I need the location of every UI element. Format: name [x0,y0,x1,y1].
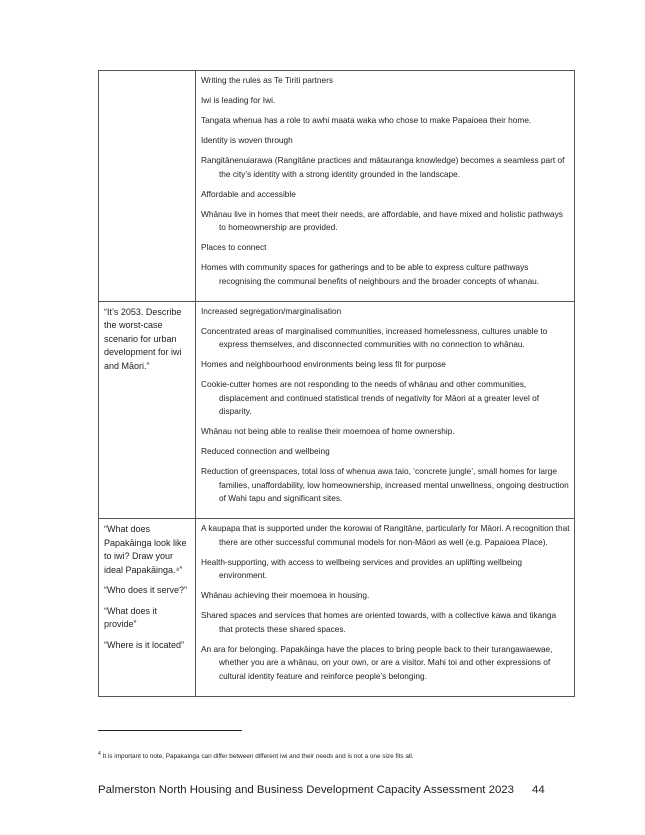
question-cell [99,519,196,697]
answer-cell [196,301,575,519]
answer-item: Affordable and accessible [201,188,296,199]
table-row [99,519,575,697]
table-row [99,301,575,519]
question-cell [99,301,196,519]
answer-item: Shared spaces and services that homes are oriented towards, with a collective kawa and tikanga that protects these shared spaces. [201,610,557,634]
answer-item: Rangitānenuiarawa (Rangitāne practices and mātauranga knowledge) becomes a seamless part of the city’s identity with a strong identity grounded in the landscape. [201,155,565,179]
answer-item: Places to connect [201,242,267,252]
answer-item: Whānau achieving their moemoea in housing. [201,590,370,600]
answer-item: A kaupapa that is supported under the korowai of Rangitāne, particularly for Māori. A recognition that there are other successful communal models for non-Māori as well (e.g. Papaioea Place). [201,523,570,547]
answer-item: Writing the rules as Te Tiriti partners [201,75,334,85]
footer-title: Palmerston North Housing and Business Development Capacity Assessment 2023 [98,784,514,796]
answer-item: Homes and neighbourhood environments being less fit for purpose [201,359,446,369]
table-row [99,71,575,302]
answer-item: Reduced connection and wellbeing [201,446,330,456]
answer-item: Concentrated areas of marginalised communities, increased homelessness, cultures unable to express themselves, and disconnected communities with no connection to whānau. [201,325,548,349]
answer-item: Whānau live in homes that meet their needs, are affordable, and have mixed and holistic pathways to homeownership are provided. [201,208,563,232]
urban-development-table [98,70,575,697]
answer-item: Cookie-cutter homes are not responding to the needs of whānau and other communities, displacement and continued statistical trends of negativity for Māori at a greater level of disparity. [201,379,540,416]
question-text: “Where is it located” [104,639,185,650]
answer-item: Tangata whenua has a role to awhi maata waka who chose to make Papaioea their home. [201,115,532,125]
question-text: “What does it provide” [104,605,158,629]
footnote-number: 4 [98,751,101,757]
question-text: “It’s 2053. Describe the worst-case scenario for urban development for iwi and Māori.” [104,306,182,371]
answer-cell [196,71,575,302]
table-body [99,71,575,697]
answer-item: Reduction of greenspaces, total loss of whenua awa taio, ‘concrete jungle’, small homes for large families, unaffordability, low homeownership, increased mental unwellness, ongoing destruction of Wahi tapu and significant sites. [201,466,569,503]
question-cell [99,71,196,302]
answer-item: Iwi is leading for Iwi. [201,95,276,105]
answer-item: Identity is woven through [201,135,293,145]
answer-item: Health-supporting, with access to wellbeing services and provides an uplifting wellbeing environment. [201,556,522,580]
answer-item: Whānau not being able to realise their moemoea of home ownership. [201,426,455,436]
footnote-separator [98,730,242,731]
answer-item: An ara for belonging. Papakāinga have the places to bring people back to their turangawaewae, whether you are a whānau, on your own, or are a visitor. Mahi toi and other expressions of cultural identity feature and reinforce people’s belonging. [201,643,553,681]
question-text: “Who does it serve?” [104,585,188,595]
answer-item: Homes with community spaces for gatherings and to be able to express culture pathways recognising the communal benefits of neighbours and the broader concepts of whanau. [201,262,540,286]
footnote-text: It is important to note, Papakainga can differ between different iwi and their needs and is not a one size fits all. [102,753,414,761]
page-number: 44 [532,784,545,796]
question-text: “What does Papakāinga look like to iwi? Draw your ideal Papakāinga.⁴” [104,524,187,575]
answer-cell [196,519,575,697]
answer-item: Increased segregation/marginalisation [201,305,342,316]
footnote [98,751,414,760]
